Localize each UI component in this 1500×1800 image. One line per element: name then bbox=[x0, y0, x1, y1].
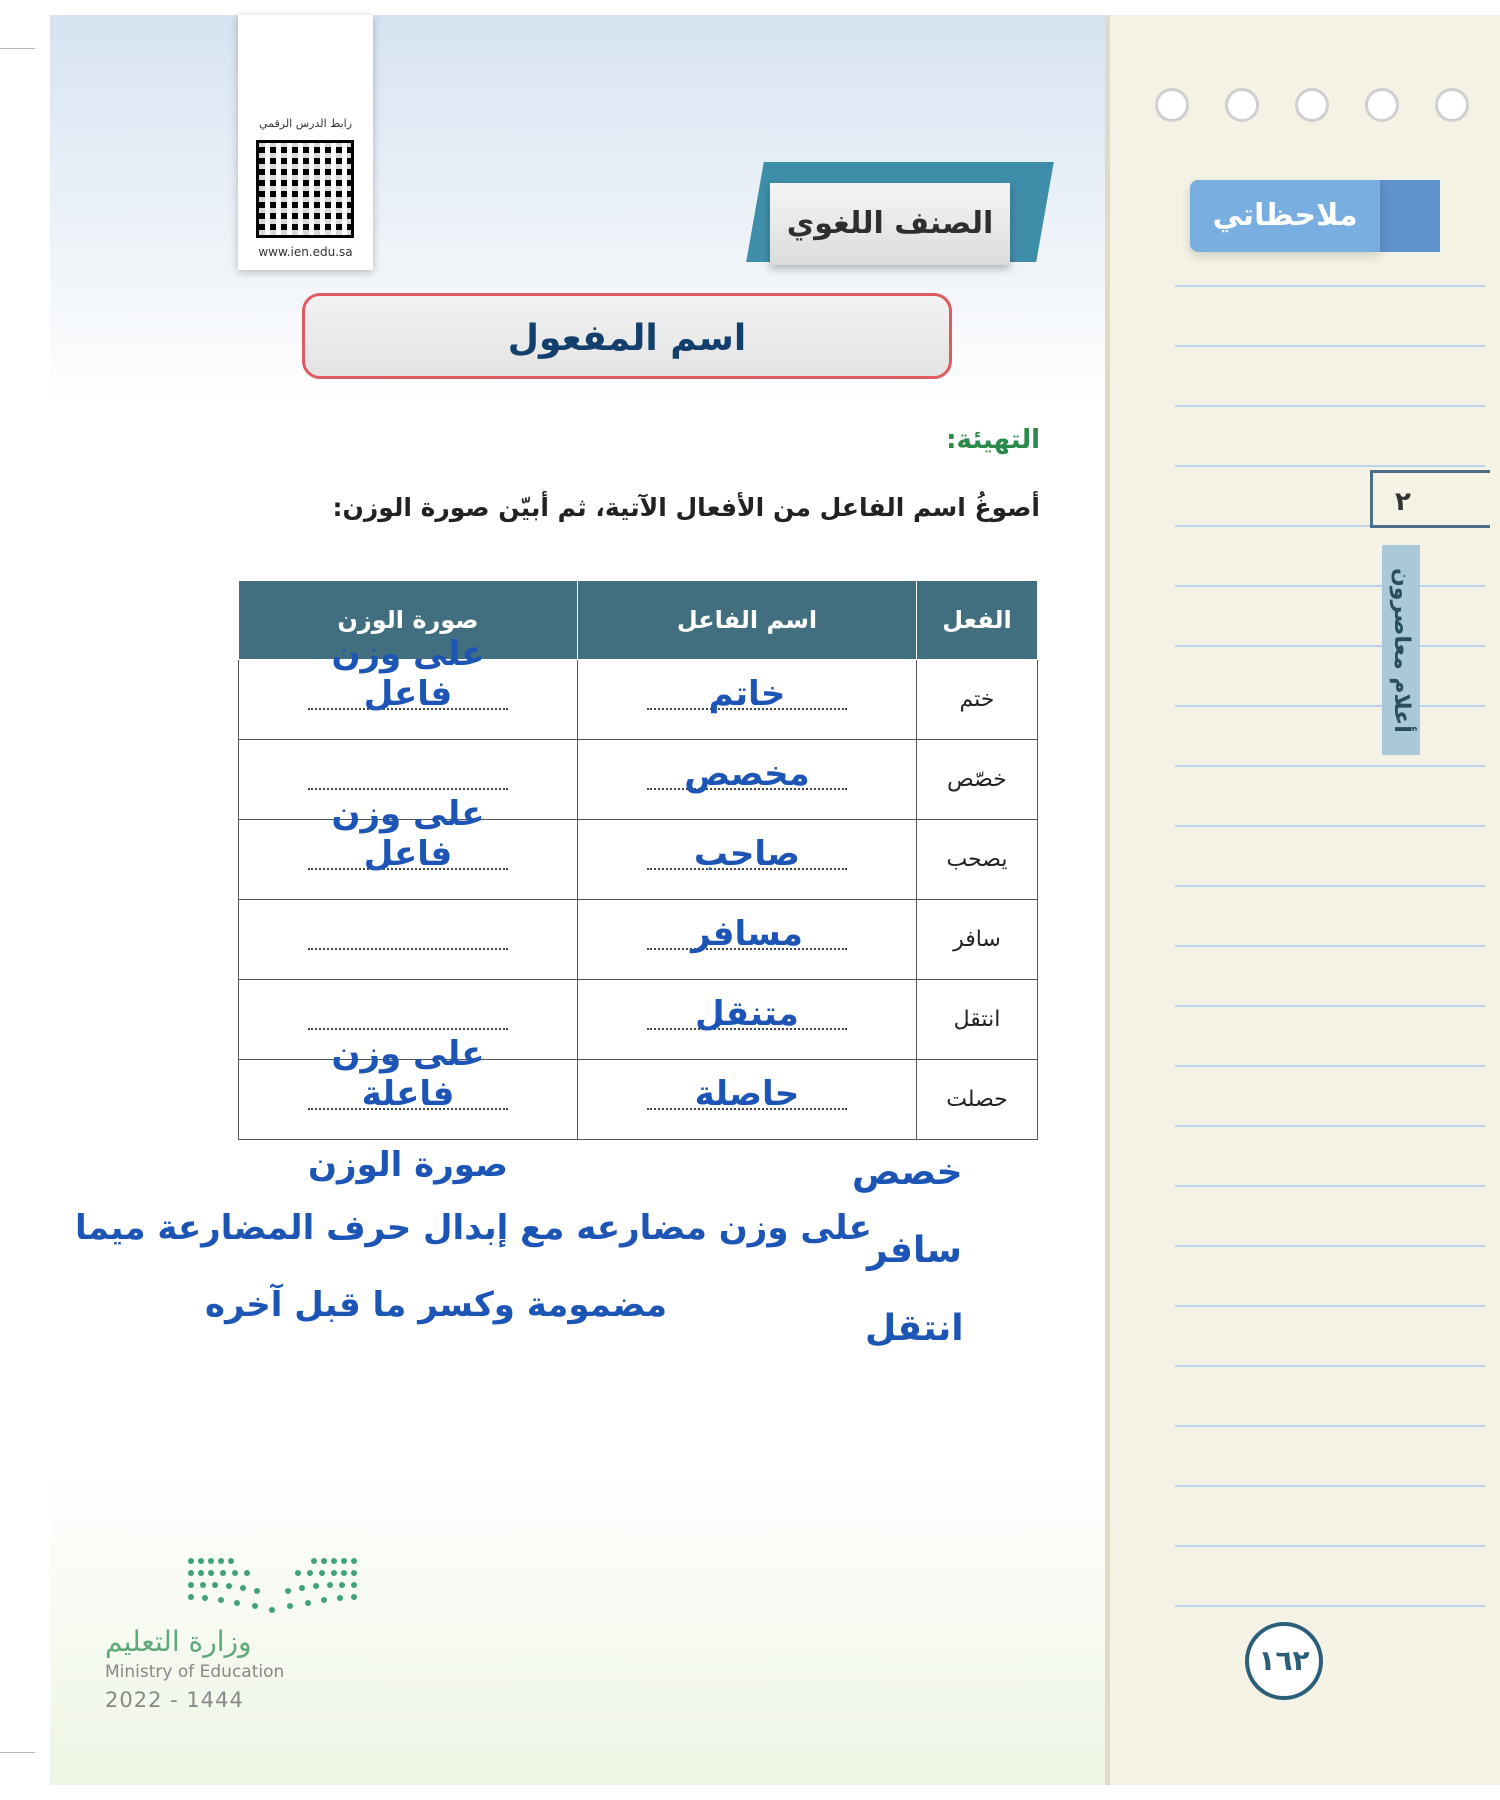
verb-text: ختم bbox=[959, 687, 995, 712]
ruled-line bbox=[1175, 345, 1485, 347]
page-number: ١٦٢ bbox=[1245, 1622, 1323, 1700]
verb-text: انتقل bbox=[953, 1007, 1001, 1032]
ruled-line bbox=[1175, 1125, 1485, 1127]
ruled-line bbox=[1175, 645, 1485, 647]
ruled-line bbox=[1175, 405, 1485, 407]
agent-answer: خاتم bbox=[708, 673, 786, 714]
table-row bbox=[239, 1060, 1038, 1140]
binder-hole bbox=[1295, 88, 1329, 122]
agent-cell[interactable] bbox=[578, 900, 917, 980]
pattern-answer: على وزن فاعل bbox=[331, 633, 485, 714]
verb-cell bbox=[916, 1060, 1037, 1140]
agent-cell[interactable] bbox=[578, 1060, 917, 1140]
exercise-table bbox=[238, 580, 1038, 1140]
handwritten-verb: انتقل bbox=[865, 1308, 964, 1349]
agent-cell[interactable] bbox=[578, 660, 917, 740]
ruled-line bbox=[1175, 1305, 1485, 1307]
pattern-answer: على وزن فاعلة bbox=[331, 1033, 485, 1114]
unit-number-badge: ٢ bbox=[1370, 470, 1490, 528]
pattern-cell[interactable] bbox=[239, 900, 578, 980]
ruled-line bbox=[1175, 825, 1485, 827]
binder-hole bbox=[1365, 88, 1399, 122]
verb-cell bbox=[916, 900, 1037, 980]
ruled-line bbox=[1175, 705, 1485, 707]
table-row bbox=[239, 660, 1038, 740]
verb-cell bbox=[916, 660, 1037, 740]
handwritten-verb: سافر bbox=[867, 1230, 962, 1271]
binder-hole bbox=[1435, 88, 1469, 122]
ministry-logo-icon bbox=[185, 1555, 360, 1615]
lesson-title: اسم المفعول bbox=[302, 293, 952, 379]
ruled-line bbox=[1175, 1365, 1485, 1367]
ruled-line bbox=[1175, 1485, 1485, 1487]
ruled-line bbox=[1175, 1005, 1485, 1007]
qr-code-icon[interactable] bbox=[256, 140, 354, 238]
ruled-line bbox=[1175, 1065, 1485, 1067]
agent-cell[interactable] bbox=[578, 980, 917, 1060]
answer-dots bbox=[308, 1028, 508, 1030]
agent-cell[interactable] bbox=[578, 740, 917, 820]
crop-mark bbox=[0, 1752, 35, 1753]
column-header-pattern: صورة الوزن bbox=[239, 581, 578, 660]
table-row bbox=[239, 900, 1038, 980]
notes-tab-edge bbox=[1380, 180, 1440, 252]
agent-answer: صاحب bbox=[693, 833, 801, 874]
ruled-line bbox=[1175, 465, 1485, 467]
verb-cell bbox=[916, 980, 1037, 1060]
crop-mark bbox=[0, 48, 35, 49]
verb-cell bbox=[916, 740, 1037, 820]
verb-text: يصحب bbox=[946, 847, 1008, 872]
verb-text: حصلت bbox=[946, 1087, 1008, 1112]
unit-title-tab: أعلام معاصرون bbox=[1382, 545, 1420, 755]
ministry-name-en: Ministry of Education bbox=[105, 1662, 285, 1682]
verb-cell bbox=[916, 820, 1037, 900]
answer-dots bbox=[308, 948, 508, 950]
verb-text: خصّص bbox=[947, 767, 1007, 792]
category-label: الصنف اللغوي bbox=[770, 183, 1010, 265]
ruled-line bbox=[1175, 945, 1485, 947]
pattern-answer: على وزن فاعل bbox=[331, 793, 485, 874]
pattern-cell[interactable] bbox=[239, 793, 578, 900]
warmup-label: التهيئة: bbox=[946, 425, 1040, 455]
ruled-line bbox=[1175, 285, 1485, 287]
ministry-name-ar: وزارة التعليم bbox=[105, 1625, 252, 1658]
table-row bbox=[239, 820, 1038, 900]
agent-answer: مسافر bbox=[691, 913, 803, 954]
qr-url[interactable]: www.ien.edu.sa bbox=[258, 245, 353, 259]
ruled-line bbox=[1175, 885, 1485, 887]
binder-hole bbox=[1225, 88, 1259, 122]
ruled-line bbox=[1175, 585, 1485, 587]
ruled-line bbox=[1175, 1425, 1485, 1427]
notes-sidebar bbox=[1105, 15, 1500, 1785]
column-header-agent: اسم الفاعل bbox=[578, 581, 917, 660]
warmup-instruction: أصوغُ اسم الفاعل من الأفعال الآتية، ثم أبيّن صورة الوزن: bbox=[332, 493, 1040, 522]
ruled-line bbox=[1175, 1605, 1485, 1607]
ruled-line bbox=[1175, 765, 1485, 767]
pattern-cell[interactable] bbox=[239, 1033, 578, 1140]
agent-answer: حاصلة bbox=[694, 1073, 800, 1114]
handwritten-explanation-line1: على وزن مضارعه مع إبدال حرف المضارعة ميما bbox=[75, 1208, 872, 1248]
column-header-verb: الفعل bbox=[916, 581, 1037, 660]
agent-cell[interactable] bbox=[578, 820, 917, 900]
notes-tab: ملاحظاتي bbox=[1190, 180, 1380, 252]
qr-label: رابط الدرس الرقمي bbox=[258, 117, 353, 130]
agent-answer: مخصص bbox=[684, 753, 810, 794]
agent-answer: متنقل bbox=[695, 993, 799, 1034]
pattern-cell[interactable] bbox=[239, 633, 578, 740]
answer-dots bbox=[308, 788, 508, 790]
qr-card[interactable] bbox=[238, 15, 373, 270]
handwritten-explanation-line2: مضمومة وكسر ما قبل آخره bbox=[205, 1285, 668, 1325]
ruled-line bbox=[1175, 1245, 1485, 1247]
verb-text: سافر bbox=[953, 927, 1001, 952]
ruled-line bbox=[1175, 1545, 1485, 1547]
edition-year: 2022 - 1444 bbox=[105, 1688, 244, 1712]
handwritten-pattern-heading: صورة الوزن bbox=[308, 1145, 508, 1185]
handwritten-verb: خصص bbox=[852, 1152, 963, 1193]
binder-hole bbox=[1155, 88, 1189, 122]
ruled-line bbox=[1175, 1185, 1485, 1187]
